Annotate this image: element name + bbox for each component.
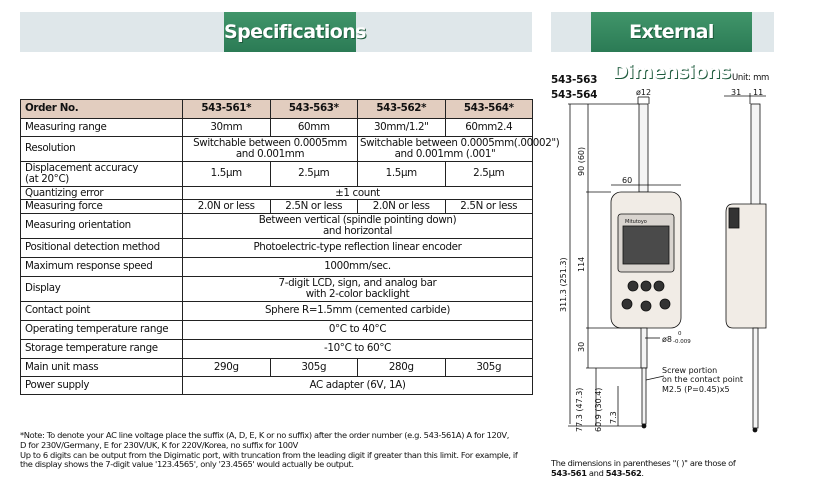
cell-value: Photoelectric-type reflection linear encoder <box>183 239 533 258</box>
cell-value: 2.5N or less <box>270 200 358 214</box>
caption-model: 543-561 <box>551 468 587 478</box>
button-icon <box>641 301 651 311</box>
dim-w31: 31 <box>731 88 742 97</box>
cell-line: Switchable between 0.0005mm <box>193 136 347 149</box>
cell-line: Between vertical (spindle pointing down) <box>258 213 457 226</box>
cell-line: with 2-color backlight <box>305 288 410 300</box>
row-label: Maximum response speed <box>21 258 183 277</box>
model-header: 543-562* <box>358 100 446 119</box>
table-row <box>21 162 533 187</box>
row-label: Quantizing error <box>21 187 183 200</box>
dim-tol-top: 0 <box>678 331 682 337</box>
dim-w11: 11 <box>753 88 764 97</box>
cell-value: ±1 count <box>183 187 533 200</box>
table-row <box>21 200 533 214</box>
dim-h311: 311.3 (251.3) <box>559 257 568 312</box>
cell-value: AC adapter (6V, 1A) <box>183 377 533 395</box>
row-label: Measuring force <box>21 200 183 214</box>
cell-value: 2.0N or less <box>358 200 446 214</box>
caption-and: and <box>586 468 606 478</box>
cell-value: 30mm/1.2" <box>358 119 446 137</box>
specifications-title: Specifications <box>224 12 356 52</box>
cell-value: 305g <box>270 359 358 377</box>
dimension-caption <box>551 458 735 478</box>
cell-value: 2.5μm <box>270 162 358 187</box>
cell-value: 1.5μm <box>358 162 446 187</box>
caption-line: The dimensions in parentheses "( )" are those of <box>551 458 736 468</box>
cell-line: and horizontal <box>322 225 393 237</box>
table-row <box>21 302 533 321</box>
button-icon <box>622 299 632 309</box>
footnote-line: *Note: To denote your AC line voltage place the suffix (A, D, E, K or no suffix) after the order number (e.g. 543-561A) A for 120V, <box>20 430 510 440</box>
dim-h77: 77.3 (47.3) <box>575 387 584 432</box>
dim-dia12: ø12 <box>636 88 652 97</box>
table-row <box>21 258 533 277</box>
table-row <box>21 137 533 162</box>
cell-value <box>183 137 358 162</box>
button-icon <box>641 281 651 291</box>
table-row <box>21 277 533 302</box>
cell-value: 2.0N or less <box>183 200 271 214</box>
row-label: Storage temperature range <box>21 340 183 359</box>
table-row <box>21 377 533 395</box>
spindle-lower <box>642 368 646 424</box>
cell-value: 0°C to 40°C <box>183 321 533 340</box>
cell-line: 7-digit LCD, sign, and analog bar <box>278 276 437 289</box>
specifications-header-band <box>20 12 532 52</box>
specifications-table <box>20 99 560 395</box>
table-row <box>21 119 533 137</box>
dim-h30: 30 <box>577 341 586 352</box>
footnote-line: D for 230V/Germany, E for 230V/UK, K for 220V/Korea, no suffix for 100V <box>20 439 298 450</box>
side-spindle-lower <box>753 328 758 428</box>
cell-value: Sphere R=1.5mm (cemented carbide) <box>183 302 533 321</box>
row-label: Positional detection method <box>21 239 183 258</box>
screw-note-1: Screw portion <box>662 366 718 375</box>
table-row <box>21 239 533 258</box>
external-dimensions-title: External Dimensions <box>591 12 752 52</box>
lcd-screen <box>623 226 669 264</box>
stem-lower <box>641 328 647 368</box>
cell-value <box>183 277 533 302</box>
order-no-header: Order No. <box>21 100 183 119</box>
table-row <box>21 340 533 359</box>
row-label: Main unit mass <box>21 359 183 377</box>
cell-value: 280g <box>358 359 446 377</box>
row-label: Operating temperature range <box>21 321 183 340</box>
side-contact-point <box>753 428 757 432</box>
cell-value: 290g <box>183 359 271 377</box>
dim-w60: 60 <box>622 176 633 185</box>
cell-line: Switchable between 0.0005mm(.00002") <box>360 136 560 149</box>
row-label-line: Displacement accuracy <box>25 161 139 174</box>
caption-line <box>551 468 735 478</box>
table-row <box>21 359 533 377</box>
cell-line: and 0.001mm (.001" <box>394 148 496 160</box>
model-header: 543-563* <box>270 100 358 119</box>
dim-h90: 90 (60) <box>577 146 586 176</box>
dim-dia8: ø8 <box>662 335 672 344</box>
button-icon <box>654 281 664 291</box>
brand-logo: Mitutoyo <box>625 219 647 225</box>
table-row <box>21 187 533 200</box>
cell-line: and 0.001mm <box>235 148 305 160</box>
row-label: Power supply <box>21 377 183 395</box>
row-label: Measuring orientation <box>21 214 183 239</box>
dim-h73: 7.3 <box>609 411 618 424</box>
row-label: Resolution <box>21 137 183 162</box>
table-row <box>21 321 533 340</box>
model-header: 543-561* <box>183 100 271 119</box>
cell-value: 1.5μm <box>183 162 271 187</box>
side-connector <box>729 208 739 228</box>
cell-value: 2.5N or less <box>445 200 533 214</box>
row-label: Contact point <box>21 302 183 321</box>
model-number: 543-564 <box>551 89 598 101</box>
row-label: Display <box>21 277 183 302</box>
spindle-top <box>639 104 648 192</box>
cell-value <box>183 214 533 239</box>
caption-model: 543-562 <box>605 468 642 478</box>
button-icon <box>628 281 638 291</box>
button-icon <box>660 299 670 309</box>
cell-value: -10°C to 60°C <box>183 340 533 359</box>
footnote-line: the display shows the 7-digit value '123.4565', only '23.4565' would actually be output. <box>20 459 354 470</box>
dim-tol-bottom: -0.009 <box>673 339 691 345</box>
row-label-line: (at 20°C) <box>25 173 69 185</box>
cell-value: 2.5μm <box>445 162 533 187</box>
model-number: 543-563 <box>551 74 598 86</box>
cell-value <box>358 136 560 162</box>
caption-end: . <box>641 468 644 478</box>
contact-point <box>642 424 646 428</box>
screw-note-3: M2.5 (P=0.45)x5 <box>662 385 730 394</box>
table-header-row <box>21 100 533 119</box>
dimension-drawing <box>548 84 788 456</box>
cell-value: 60mm2.4 <box>445 119 533 137</box>
cell-value: 305g <box>445 359 533 377</box>
footnote-line: Up to 6 digits can be output from the Digimatic port, with truncation from the leading digit if greater than this limit. For example, if <box>20 449 518 460</box>
dim-h60: 60.9 (30.4) <box>594 387 603 432</box>
table-row <box>21 214 533 239</box>
row-label <box>21 162 183 187</box>
dim-h114: 114 <box>577 256 586 272</box>
cell-value: 60mm <box>270 119 358 137</box>
side-spindle-top <box>751 104 760 214</box>
model-header: 543-564* <box>445 100 533 119</box>
row-label: Measuring range <box>21 119 183 137</box>
footnote <box>20 431 536 470</box>
screw-note-2: on the contact point <box>662 375 744 384</box>
cell-value: 1000mm/sec. <box>183 258 533 277</box>
unit-label: Unit: mm <box>732 73 770 83</box>
cell-value: 30mm <box>183 119 271 137</box>
